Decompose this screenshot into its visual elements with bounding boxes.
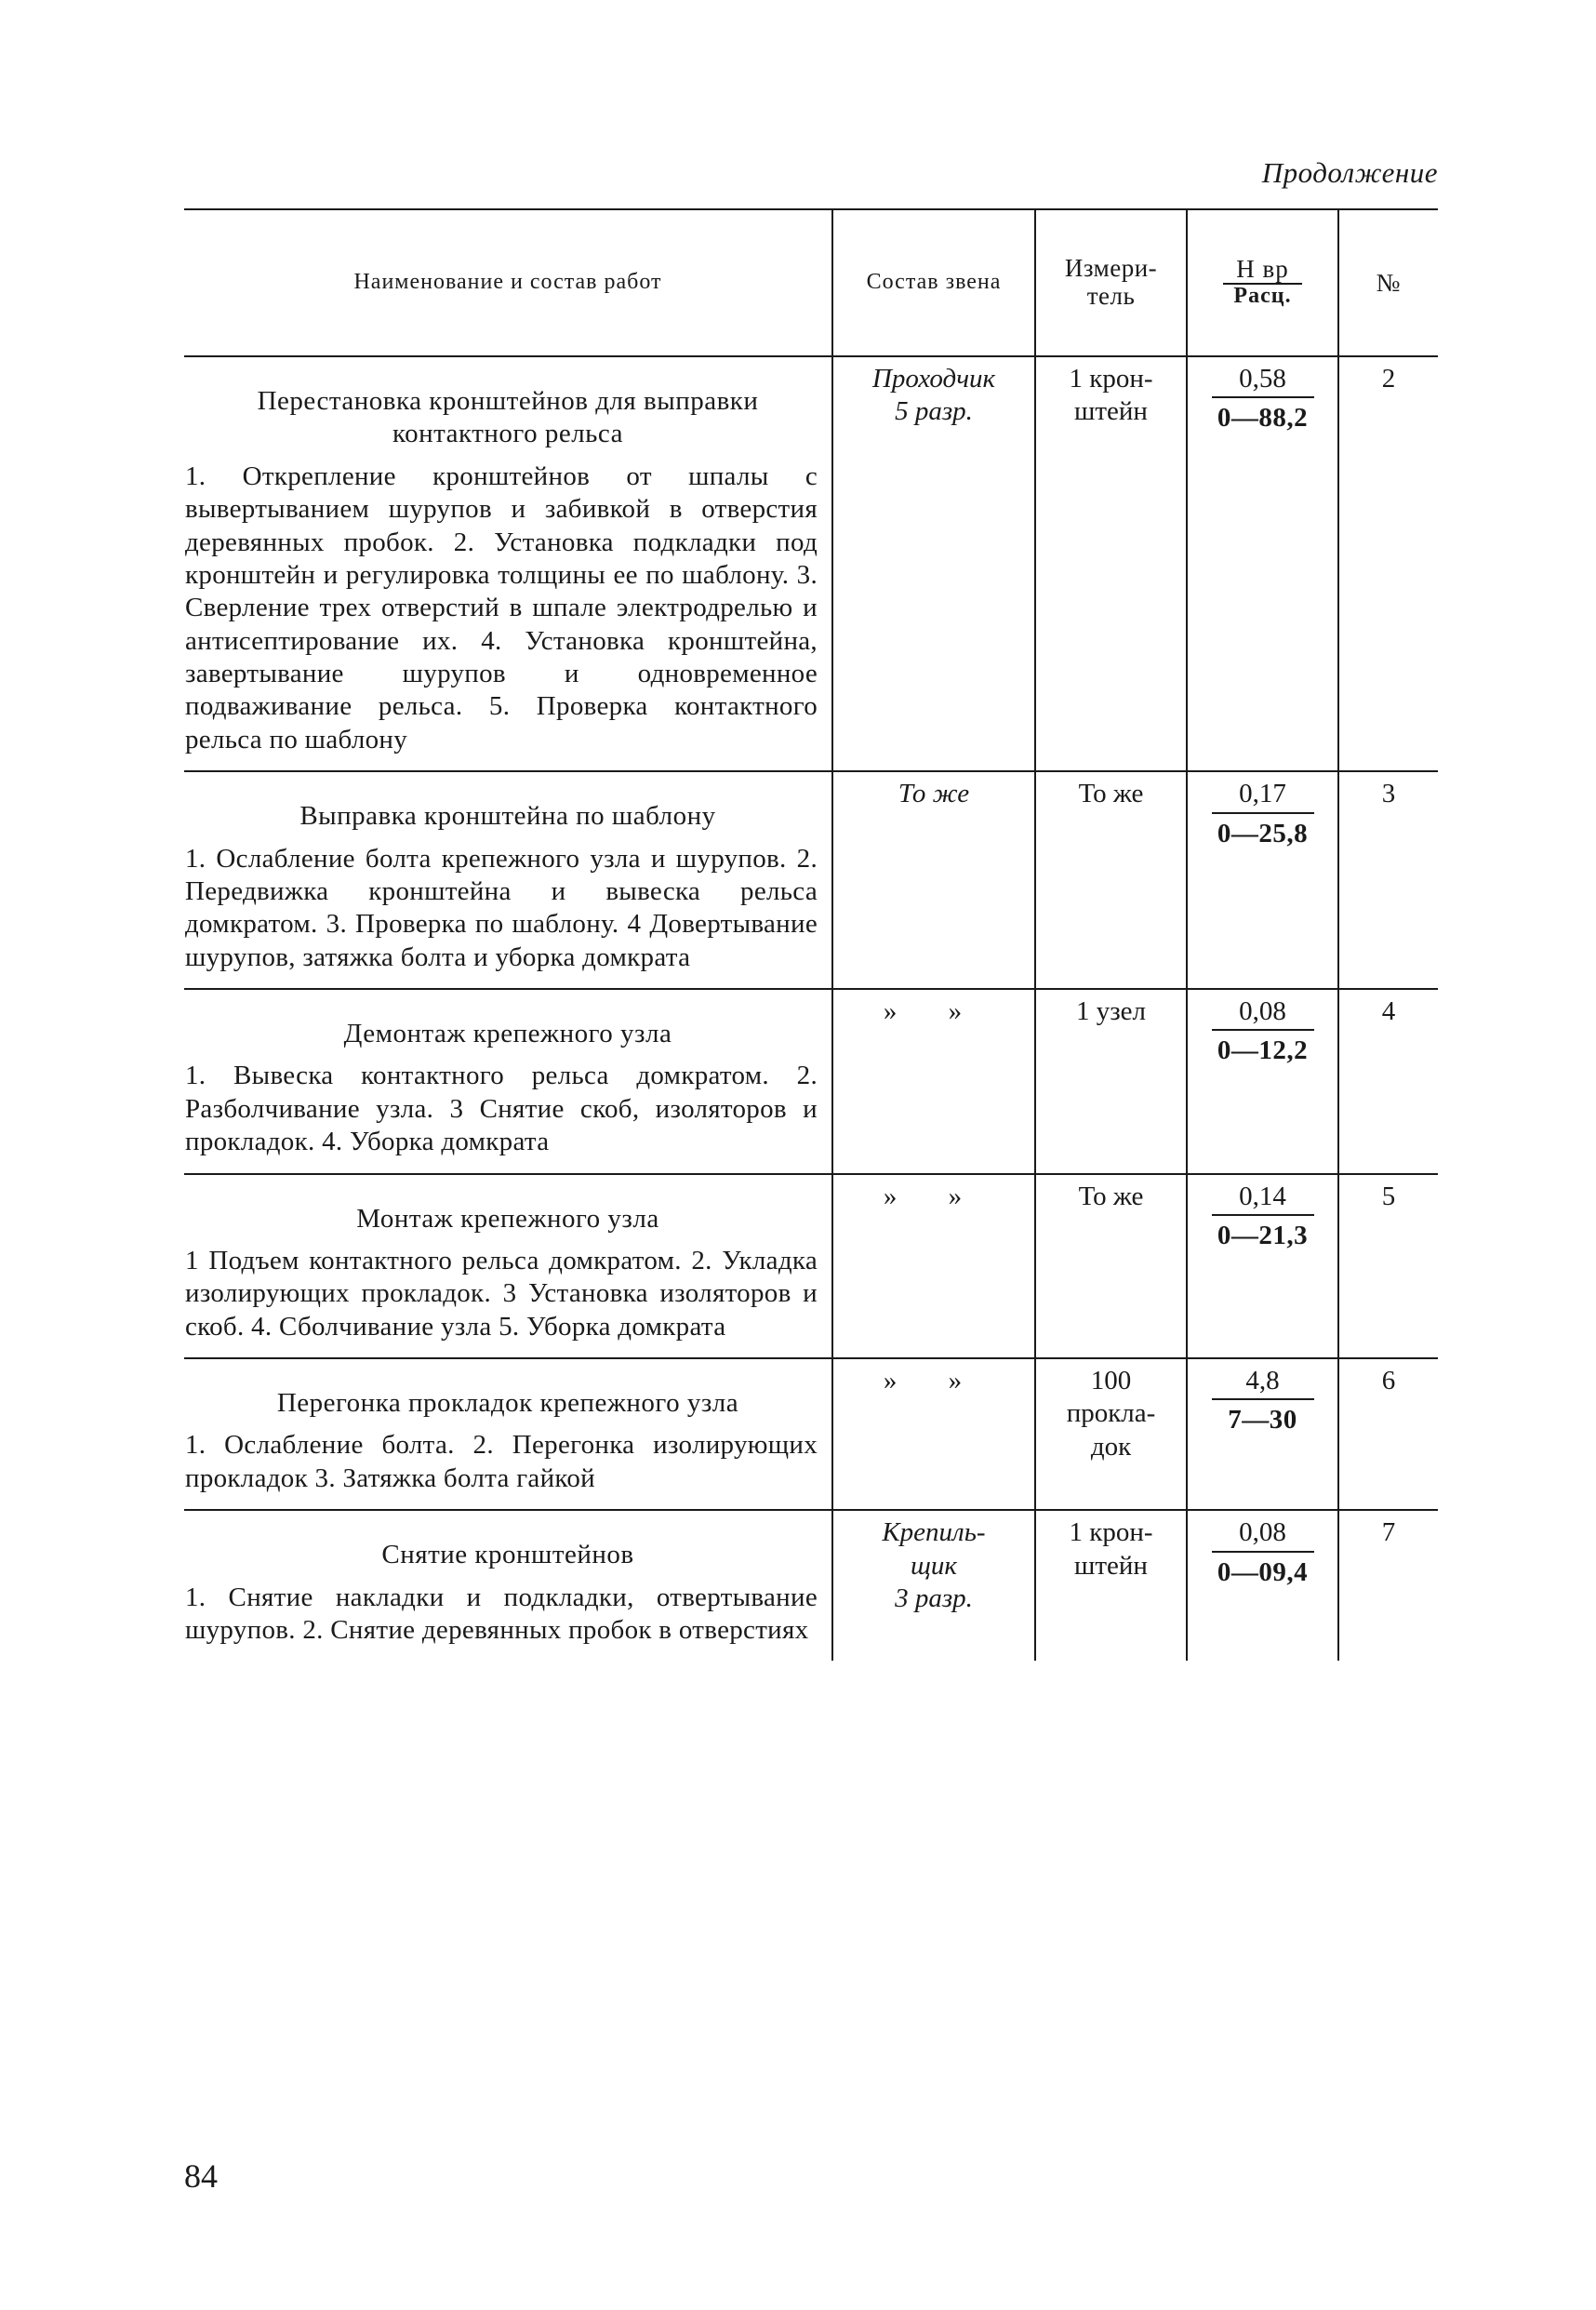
- rate-value: 0—21,3: [1217, 1220, 1309, 1250]
- number-cell: [1338, 1174, 1438, 1359]
- work-cell: [184, 356, 832, 771]
- norm-cell: [1187, 1358, 1338, 1510]
- table-row: [184, 1174, 1438, 1359]
- norm-cell: [1187, 1510, 1338, 1661]
- number-cell: [1338, 1358, 1438, 1510]
- crew-composition: Крепиль- щик 3 разр.: [882, 1517, 986, 1613]
- measurement-unit: 1 узел: [1075, 996, 1147, 1026]
- work-cell: [184, 1510, 832, 1661]
- crew-composition: » »: [883, 1366, 985, 1395]
- norm-cell: [1187, 989, 1338, 1174]
- table-row: [184, 989, 1438, 1174]
- crew-cell: [832, 356, 1035, 771]
- work-description: 1 Подъем контактного рельса домкратом. 2. Укладка изолирующих прокладок. 3 Установка изоляторов и скоб. 4. Сболчивание узла 5. Уборка домкрата: [185, 1245, 818, 1342]
- work-cell: [184, 1174, 832, 1359]
- work-norms-table: [184, 208, 1438, 1661]
- measurement-unit: То же: [1078, 1181, 1144, 1211]
- number-cell: [1338, 1510, 1438, 1661]
- norm-time: 0,08: [1212, 995, 1314, 1031]
- row-number: 2: [1381, 364, 1396, 394]
- work-title: Перегонка прокладок крепежного узла: [276, 1388, 739, 1418]
- unit-cell: [1035, 1510, 1187, 1661]
- continuation-label: Продолжение: [1261, 156, 1438, 189]
- norm-time: 0,14: [1212, 1181, 1314, 1216]
- rate-value: 0—09,4: [1217, 1556, 1309, 1587]
- row-number: 7: [1381, 1517, 1396, 1548]
- header-norm-time: Н вр: [1223, 256, 1302, 284]
- measurement-unit: 100 прокла- док: [1066, 1366, 1156, 1462]
- norm-time: 0,58: [1212, 363, 1314, 398]
- table-row: [184, 1358, 1438, 1510]
- header-rate: Расц.: [1233, 283, 1292, 308]
- measurement-unit: 1 крон- штейн: [1069, 1517, 1153, 1581]
- crew-composition: » »: [883, 996, 985, 1026]
- unit-cell: [1035, 989, 1187, 1174]
- table-header-row: [184, 209, 1438, 356]
- table-row: [184, 771, 1438, 989]
- row-number: 3: [1381, 779, 1396, 809]
- work-cell: [184, 1358, 832, 1510]
- rate-value: 0—12,2: [1217, 1035, 1309, 1066]
- norm-time: 0,17: [1212, 778, 1314, 813]
- header-work: Наименование и состав работ: [184, 209, 832, 356]
- work-cell: [184, 771, 832, 989]
- work-title: Снятие кронштейнов: [381, 1540, 634, 1570]
- work-cell: [184, 989, 832, 1174]
- norm-cell: [1187, 1174, 1338, 1359]
- rate-value: 7—30: [1228, 1405, 1297, 1435]
- unit-cell: [1035, 1174, 1187, 1359]
- header-norm: [1187, 209, 1338, 356]
- number-cell: [1338, 989, 1438, 1174]
- work-title: Демонтаж крепежного узла: [343, 1019, 672, 1048]
- table-body: [184, 356, 1438, 1661]
- header-number: №: [1338, 209, 1438, 356]
- measurement-unit: 1 крон- штейн: [1069, 364, 1153, 427]
- table-row: [184, 1510, 1438, 1661]
- row-number: 4: [1381, 996, 1396, 1026]
- norm-time: 0,08: [1212, 1516, 1314, 1552]
- norm-cell: [1187, 771, 1338, 989]
- row-number: 5: [1381, 1181, 1396, 1211]
- crew-cell: [832, 1174, 1035, 1359]
- work-description: 1. Ослабление болта крепежного узла и шурупов. 2. Передвижка кронштейна и вывеска рельса домкратом. 3. Проверка по шаблону. 4 Довертывание шурупов, затяжка болта и уборка домкрата: [185, 843, 818, 972]
- work-title: Выправка кронштейна по шаблону: [299, 801, 716, 832]
- crew-composition: Проходчик 5 разр.: [871, 364, 996, 427]
- rate-value: 0—88,2: [1217, 403, 1309, 434]
- row-number: 6: [1381, 1366, 1396, 1395]
- header-crew: Состав звена: [832, 209, 1035, 356]
- work-description: 1. Снятие накладки и подкладки, отвертывание шурупов. 2. Снятие деревянных пробок в отверстиях: [185, 1582, 818, 1645]
- crew-cell: [832, 1510, 1035, 1661]
- unit-cell: [1035, 771, 1187, 989]
- work-description: 1. Ослабление болта. 2. Перегонка изолирующих прокладок 3. Затяжка болта гайкой: [185, 1430, 818, 1493]
- number-cell: [1338, 356, 1438, 771]
- work-description: 1. Вывеска контактного рельса домкратом. 2. Разболчивание узла. 3 Снятие скоб, изоляторов и прокладок. 4. Уборка домкрата: [185, 1061, 818, 1157]
- number-cell: [1338, 771, 1438, 989]
- norm-time: 4,8: [1212, 1365, 1314, 1400]
- measurement-unit: То же: [1078, 779, 1144, 809]
- crew-cell: [832, 771, 1035, 989]
- page-number: 84: [184, 2157, 218, 2195]
- work-description: 1. Открепление кронштейнов от шпалы с вывертыванием шурупов и забивкой в отверстия деревянных пробок. 2. Установка подкладки под кронштейн и регулировка толщины ее по шаблону. 3. Сверление трех отверстий в шпале электродрелью и антисептирование их. 4. Установка кронштейна, завертывание шурупов и одновременное подваживание рельса. 5. Проверка контактного рельса по шаблону: [185, 461, 818, 754]
- work-title: Монтаж крепежного узла: [356, 1203, 659, 1234]
- header-unit: Измери- тель: [1035, 209, 1187, 356]
- work-title: Перестановка кронштейнов для выправки контактного рельса: [257, 386, 759, 449]
- crew-composition: » »: [883, 1181, 985, 1211]
- unit-cell: [1035, 1358, 1187, 1510]
- rate-value: 0—25,8: [1217, 818, 1309, 848]
- crew-composition: То же: [898, 779, 970, 809]
- unit-cell: [1035, 356, 1187, 771]
- crew-cell: [832, 1358, 1035, 1510]
- norm-cell: [1187, 356, 1338, 771]
- crew-cell: [832, 989, 1035, 1174]
- table-row: [184, 356, 1438, 771]
